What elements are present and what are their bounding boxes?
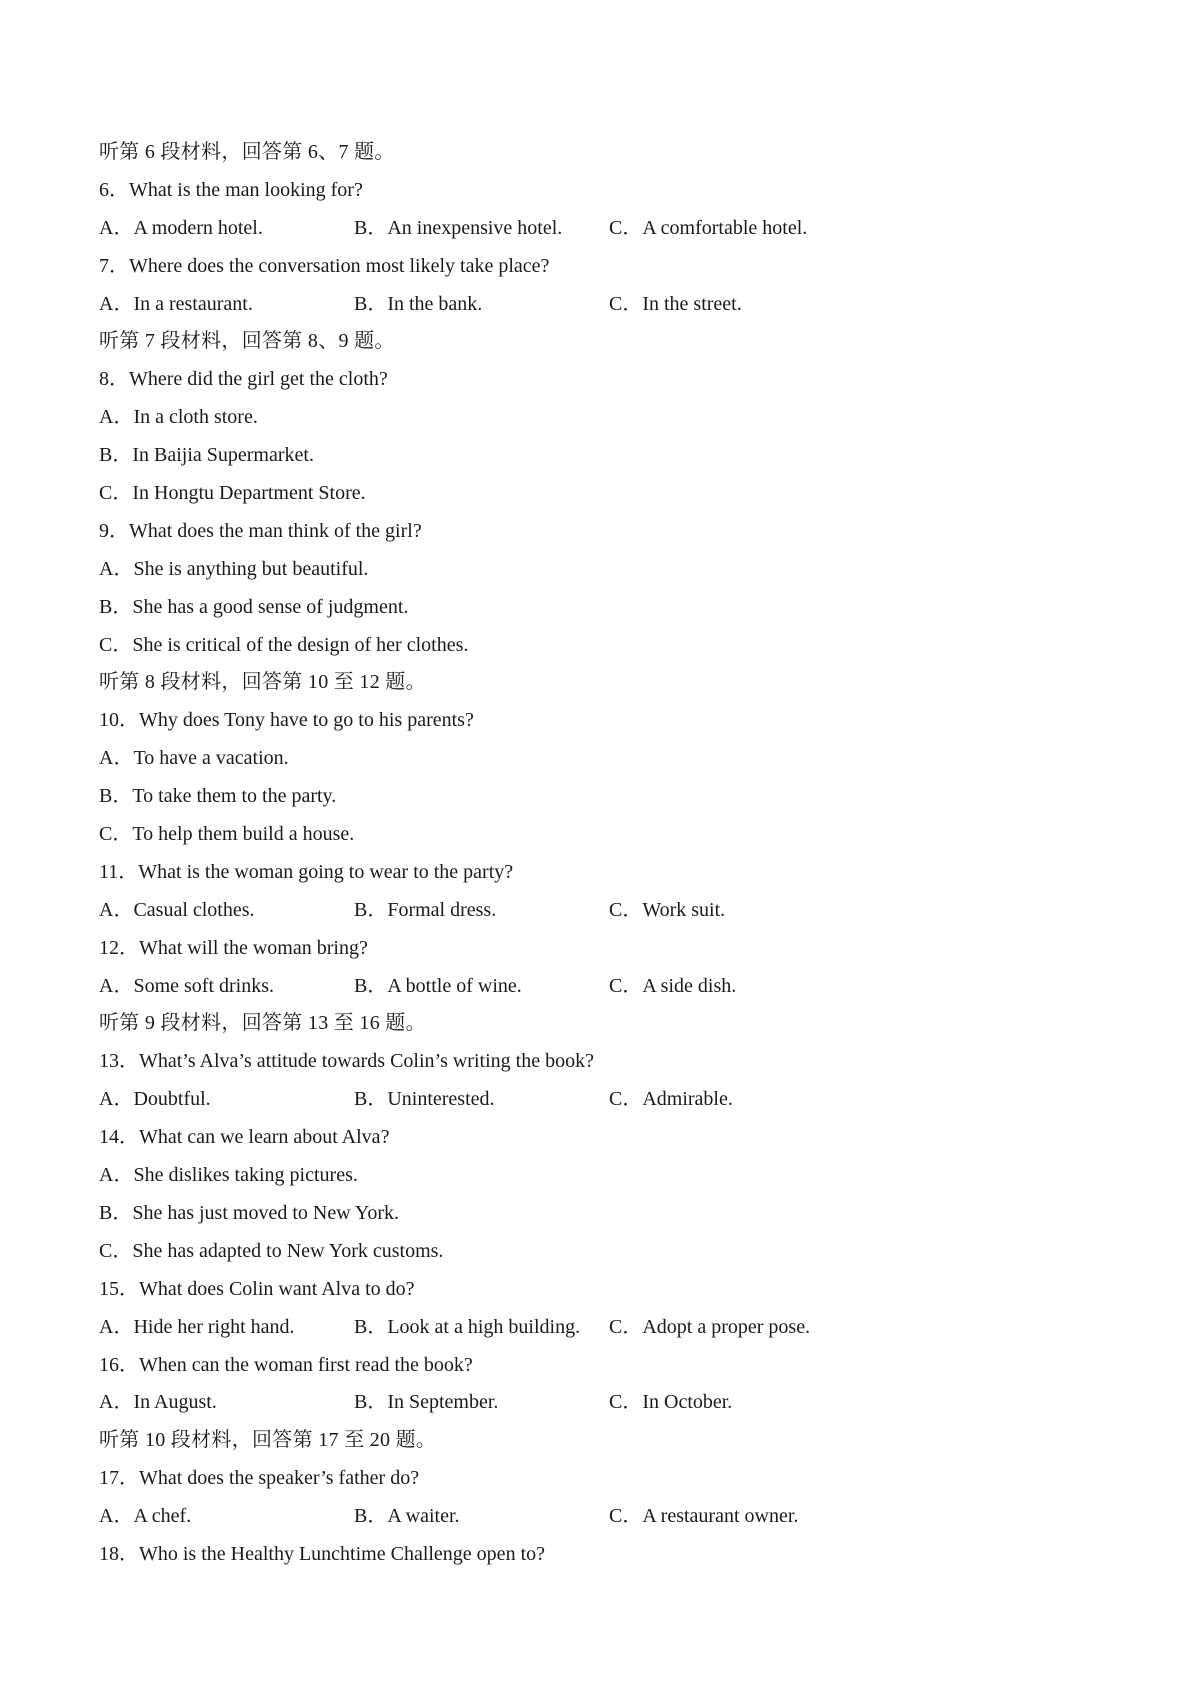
option-c: C．In October. (609, 1391, 733, 1414)
question-text: 17．What does the speaker’s father do? (99, 1467, 420, 1490)
option-line: B．She has just moved to New York. (99, 1201, 400, 1224)
question-text: 12．What will the woman bring? (99, 936, 368, 959)
question-text: 6．What is the man looking for? (99, 178, 363, 201)
option-a: A．In a restaurant. (99, 292, 253, 315)
option-c: C．A restaurant owner. (609, 1505, 799, 1528)
option-b: B．Uninterested. (354, 1088, 495, 1111)
option-b: B．Formal dress. (354, 898, 497, 921)
option-row (99, 892, 1099, 930)
question-text: 18．Who is the Healthy Lunchtime Challenge open to? (99, 1542, 545, 1565)
question-text: 9．What does the man think of the girl? (99, 519, 422, 542)
question-text: 7．Where does the conversation most likely take place? (99, 254, 550, 277)
option-line: A．She is anything but beautiful. (99, 557, 369, 580)
option-row (99, 286, 1099, 324)
option-b: B．In September. (354, 1391, 499, 1414)
option-row (99, 1384, 1099, 1422)
document-body (99, 134, 1099, 1574)
option-row (99, 1081, 1099, 1119)
option-b: B．A waiter. (354, 1505, 460, 1528)
option-c: C．A comfortable hotel. (609, 216, 808, 239)
question-text: 14．What can we learn about Alva? (99, 1126, 390, 1149)
section-heading: 听第 7 段材料，回答第 8、9 题。 (99, 330, 395, 353)
question-text: 8．Where did the girl get the cloth? (99, 368, 388, 391)
option-b: B．In the bank. (354, 292, 483, 315)
option-line: B．She has a good sense of judgment. (99, 595, 409, 618)
option-line: A．To have a vacation. (99, 747, 289, 770)
option-a: A．Hide her right hand. (99, 1315, 295, 1338)
option-a: A．Casual clothes. (99, 898, 255, 921)
option-line: A．In a cloth store. (99, 406, 258, 429)
option-c: C．A side dish. (609, 974, 737, 997)
option-line: C．To help them build a house. (99, 823, 355, 846)
option-line: B．To take them to the party. (99, 785, 337, 808)
question-text: 10．Why does Tony have to go to his parents? (99, 709, 474, 732)
option-row (99, 1498, 1099, 1536)
question-text: 15．What does Colin want Alva to do? (99, 1277, 415, 1300)
option-c: C．Admirable. (609, 1088, 733, 1111)
option-row (99, 1309, 1099, 1347)
section-heading: 听第 6 段材料，回答第 6、7 题。 (99, 141, 395, 163)
section-heading: 听第 9 段材料，回答第 13 至 16 题。 (99, 1012, 426, 1035)
option-line: C．She is critical of the design of her clothes. (99, 633, 469, 656)
question-text: 16．When can the woman first read the book? (99, 1353, 473, 1376)
option-line: C．In Hongtu Department Store. (99, 482, 366, 505)
option-line: B．In Baijia Supermarket. (99, 444, 314, 467)
option-line: C．She has adapted to New York customs. (99, 1239, 444, 1262)
section-heading: 听第 10 段材料，回答第 17 至 20 题。 (99, 1429, 437, 1452)
option-b: B．An inexpensive hotel. (354, 216, 563, 239)
option-b: B．A bottle of wine. (354, 974, 522, 997)
question-text: 13．What’s Alva’s attitude towards Colin’s writing the book? (99, 1050, 594, 1073)
option-a: A．Doubtful. (99, 1088, 211, 1111)
option-row (99, 210, 1099, 248)
option-a: A．A chef. (99, 1505, 192, 1528)
question-text: 11．What is the woman going to wear to the party? (99, 860, 514, 883)
option-a: A．A modern hotel. (99, 216, 263, 239)
option-a: A．Some soft drinks. (99, 974, 274, 997)
option-b: B．Look at a high building. (354, 1315, 581, 1338)
option-row (99, 968, 1099, 1006)
option-c: C．In the street. (609, 292, 742, 315)
option-c: C．Adopt a proper pose. (609, 1315, 811, 1338)
option-c: C．Work suit. (609, 898, 726, 921)
section-heading: 听第 8 段材料，回答第 10 至 12 题。 (99, 671, 426, 694)
option-line: A．She dislikes taking pictures. (99, 1164, 358, 1187)
option-a: A．In August. (99, 1391, 217, 1414)
